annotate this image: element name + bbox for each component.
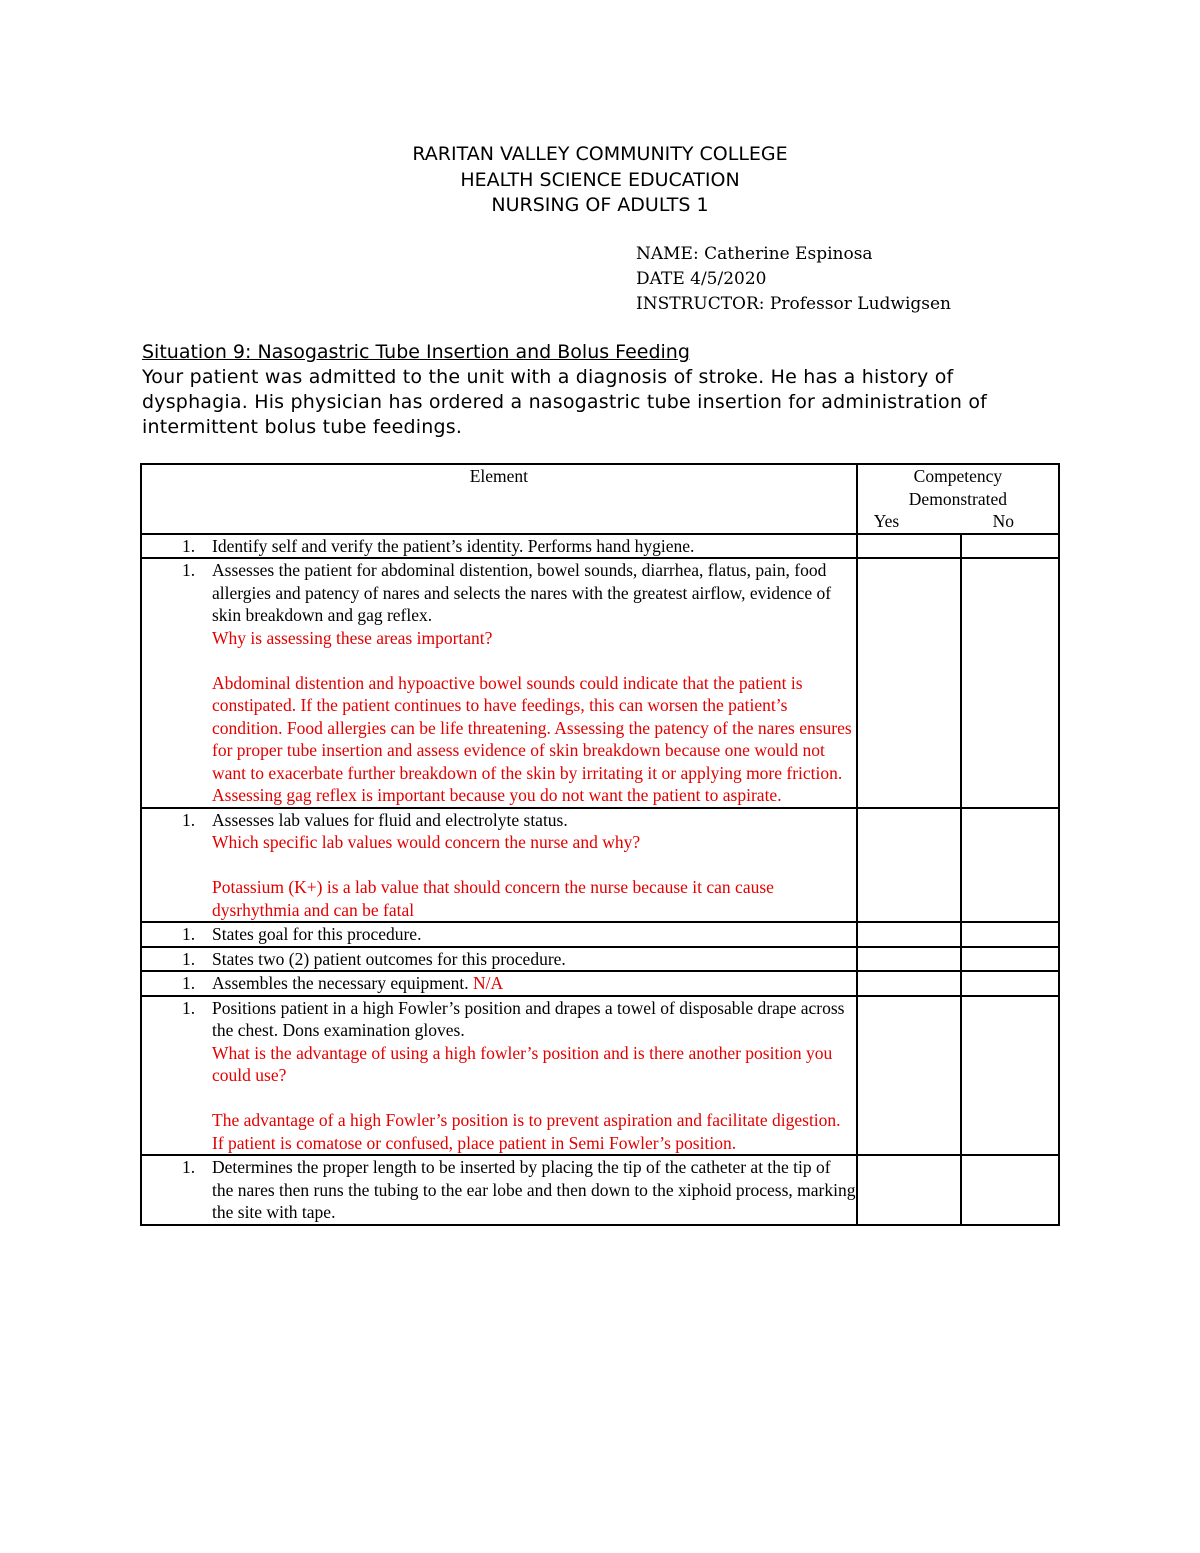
yes-checkbox-cell[interactable]	[857, 947, 961, 972]
element-cell	[141, 971, 857, 996]
table-row	[141, 534, 1059, 559]
step-answer: Abdominal distention and hypoactive bowel sounds could indicate that the patient is constipated. If the patient continues to have feedings, this can worsen the patient’s condition. Food allergies can be life threatening. Assessing the patency of the nares ensures for proper tube insertion and assess evidence of skin breakdown because one would not want to exacerbate further breakdown of the skin by irritating it or applying more friction. Assessing gag reflex is important because you do not want the patient to aspirate.	[212, 672, 852, 805]
step-question: Why is assessing these areas important?	[212, 627, 493, 648]
submission-date: DATE 4/5/2020	[636, 269, 767, 289]
step-text: Assesses lab values for fluid and electrolyte status.	[212, 809, 568, 830]
no-checkbox-cell[interactable]	[961, 996, 1059, 1156]
table-row	[141, 971, 1059, 996]
step-text: Identify self and verify the patient’s identity. Performs hand hygiene.	[212, 535, 695, 556]
competency-header-line1: Competency	[913, 466, 1003, 486]
step-text: States goal for this procedure.	[212, 924, 422, 944]
student-info	[636, 242, 951, 317]
yes-no-labels	[858, 510, 1058, 533]
step-number: 1.	[182, 560, 196, 580]
element-cell	[141, 996, 857, 1156]
yes-checkbox-cell[interactable]	[857, 922, 961, 947]
element-cell	[141, 947, 857, 972]
table-row	[141, 922, 1059, 947]
step-question: Which specific lab values would concern the nurse and why?	[212, 832, 641, 852]
no-checkbox-cell[interactable]	[961, 1155, 1059, 1225]
yes-checkbox-cell[interactable]	[857, 996, 961, 1156]
yes-checkbox-cell[interactable]	[857, 971, 961, 996]
competency-header-line2: Demonstrated	[908, 488, 1007, 509]
course-name: NURSING OF ADULTS 1	[491, 194, 709, 216]
step-inline-note: N/A	[472, 973, 504, 993]
yes-column-label: Yes	[873, 511, 900, 531]
student-name: NAME: Catherine Espinosa	[636, 244, 873, 264]
step-text: Determines the proper length to be inserted by placing the tip of the catheter at the tip of the nares then runs the tubing to the ear lobe and then down to the xiphoid process, marking the site with tape.	[212, 1157, 856, 1222]
step-number: 1.	[182, 535, 196, 556]
table-row	[141, 558, 1059, 808]
table-row	[141, 996, 1059, 1156]
situation-title: Situation 9: Nasogastric Tube Insertion and Bolus Feeding	[142, 341, 690, 363]
yes-checkbox-cell[interactable]	[857, 808, 961, 923]
step-number: 1.	[182, 809, 196, 830]
element-cell	[141, 922, 857, 947]
element-cell	[141, 534, 857, 559]
element-cell	[141, 1155, 857, 1225]
yes-checkbox-cell[interactable]	[857, 1155, 961, 1225]
step-number: 1.	[182, 973, 196, 993]
competency-column-header	[857, 464, 1059, 534]
element-cell	[141, 558, 857, 808]
step-text: Positions patient in a high Fowler’s position and drapes a towel of disposable drape across the chest. Dons examination gloves.	[212, 997, 845, 1040]
table-row	[141, 1155, 1059, 1225]
element-column-header: Element	[141, 464, 857, 534]
yes-checkbox-cell[interactable]	[857, 534, 961, 559]
element-cell	[141, 808, 857, 923]
step-number: 1.	[182, 997, 196, 1018]
step-number: 1.	[182, 924, 196, 944]
step-number: 1.	[182, 1157, 196, 1177]
situation-description: Your patient was admitted to the unit with a diagnosis of stroke. He has a history of dysphagia. His physician has ordered a nasogastric tube insertion for administration of intermittent bolus tube feedings.	[142, 366, 988, 438]
table-header-row	[141, 464, 1059, 534]
situation-section	[142, 340, 1060, 440]
step-answer: The advantage of a high Fowler’s position is to prevent aspiration and facilitate digestion. If patient is comatose or confused, place patient in Semi Fowler’s position.	[212, 1110, 841, 1153]
no-checkbox-cell[interactable]	[961, 534, 1059, 559]
no-checkbox-cell[interactable]	[961, 558, 1059, 808]
table-row	[141, 947, 1059, 972]
no-checkbox-cell[interactable]	[961, 947, 1059, 972]
competency-checklist-table	[140, 463, 1060, 1226]
no-checkbox-cell[interactable]	[961, 971, 1059, 996]
no-checkbox-cell[interactable]	[961, 922, 1059, 947]
step-number: 1.	[182, 948, 196, 969]
step-answer: Potassium (K+) is a lab value that should concern the nurse because it can cause dysrhythmia and can be fatal	[212, 877, 774, 920]
instructor-name: INSTRUCTOR: Professor Ludwigsen	[636, 294, 952, 314]
no-column-label: No	[992, 511, 1014, 531]
no-checkbox-cell[interactable]	[961, 808, 1059, 923]
step-text: Assesses the patient for abdominal distention, bowel sounds, diarrhea, flatus, pain, food allergies and patency of nares and selects the nares with the greatest airflow, evidence of skin breakdown and gag reflex.	[212, 560, 832, 625]
yes-checkbox-cell[interactable]	[857, 558, 961, 808]
step-text: Assembles the necessary equipment.	[212, 973, 469, 993]
step-question: What is the advantage of using a high fowler’s position and is there another position you could use?	[212, 1042, 833, 1085]
step-text: States two (2) patient outcomes for this procedure.	[212, 948, 566, 969]
step-text-wrapper	[212, 972, 856, 995]
college-name: RARITAN VALLEY COMMUNITY COLLEGE	[412, 143, 788, 165]
table-row	[141, 808, 1059, 923]
department-name: HEALTH SCIENCE EDUCATION	[460, 168, 740, 191]
document-header	[0, 142, 1200, 219]
